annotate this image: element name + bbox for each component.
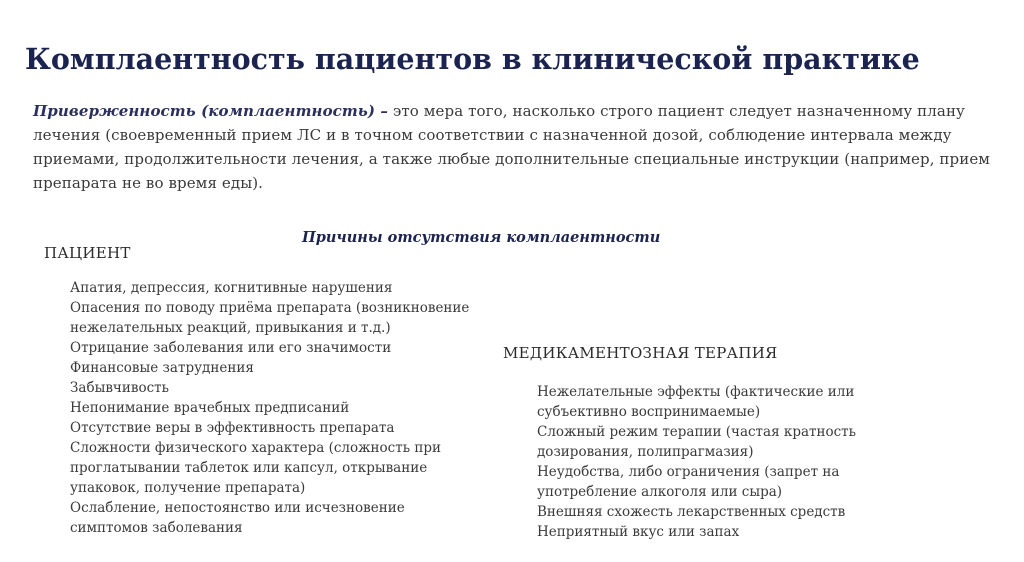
list-item: Отсутствие веры в эффективность препарата [70,420,395,436]
list-item: Апатия, депрессия, когнитивные нарушения [70,280,393,296]
patient-causes-list [70,278,470,538]
causes-heading: Причины отсутствия комплаентности [302,229,661,246]
list-item: Ослабление, непостоянство или исчезновение симптомов заболевания [70,500,405,536]
definition-term: Приверженность (комплаентность) – [33,102,389,120]
list-item: Нежелательные эффекты (фактические или субъективно воспринимаемые) [537,384,855,420]
list-item: Отрицание заболевания или его значимости [70,340,392,356]
list-item: Внешняя схожесть лекарственных средств [537,504,846,520]
definition-paragraph [33,99,1018,195]
list-item: Опасения по поводу приёма препарата (возникновение нежелательных реакций, привыкания и т.д.) [70,300,470,336]
list-item: Неприятный вкус или запах [537,524,740,540]
therapy-section-title: МЕДИКАМЕНТОЗНАЯ ТЕРАПИЯ [503,344,778,362]
list-item: Сложности физического характера (сложность при проглатывании таблеток или капсул, открывание упаковок, получение препарата) [70,440,441,496]
list-item: Неудобства, либо ограничения (запрет на употребление алкоголя или сыра) [537,464,840,500]
list-item: Забывчивость [70,380,169,396]
slide-title: Комплаентность пациентов в клинической практике [25,42,920,77]
list-item: Непонимание врачебных предписаний [70,400,350,416]
definition-text: это мера того, насколько строго пациент следует назначенному плану лечения (своевременный прием ЛС и в точном соответствии с назначенной дозой, соблюдение интервала между приемами, продолжительности лечения, а также любые дополнительные специальные инструкции (например, прием препарата не во время еды). [33,102,991,192]
therapy-causes-list [537,382,897,542]
list-item: Сложный режим терапии (частая кратность дозирования, полипрагмазия) [537,424,856,460]
list-item: Финансовые затруднения [70,360,254,376]
patient-section-title: ПАЦИЕНТ [44,244,131,262]
